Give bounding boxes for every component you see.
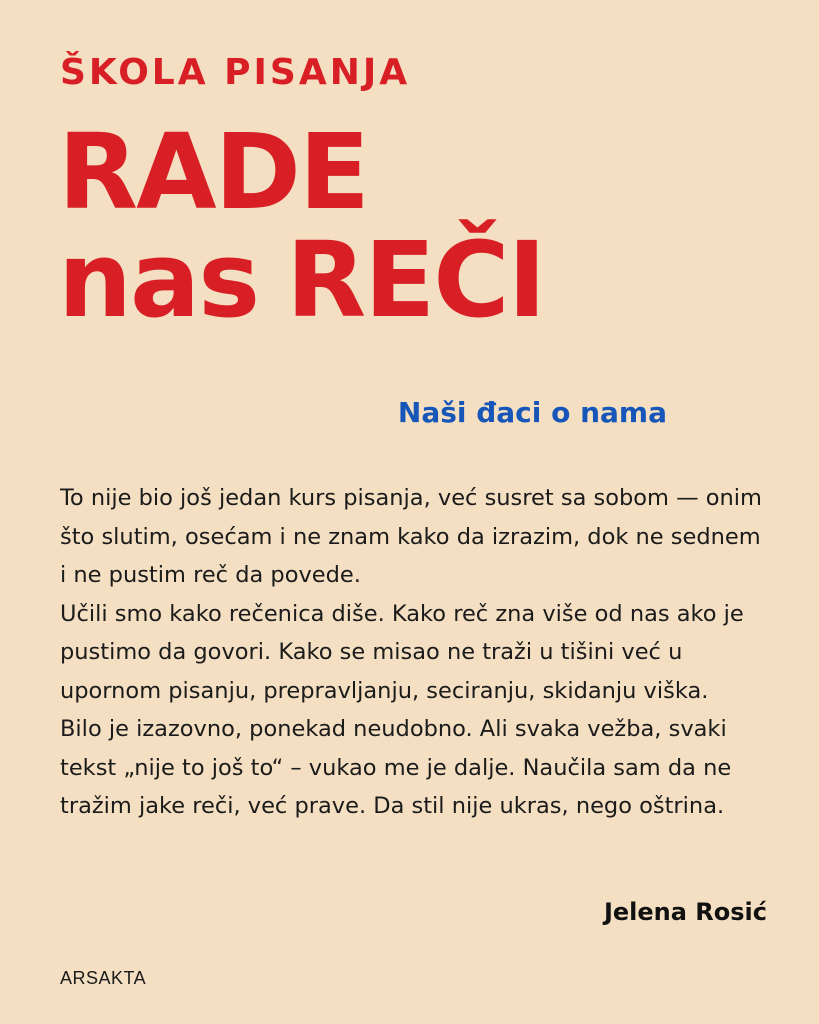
headline-line-1 [58,111,544,233]
headline-word-rade: RADE [58,111,368,233]
testimonial-text [60,479,765,826]
testimonial-paragraph-1: To nije bio još jedan kurs pisanja, već susret sa sobom — onim što slutim, osećam i ne znam kako da izrazim, dok ne sednem i ne pustim reč da povede. [60,485,762,588]
subtitle: Naši đaci o nama [397,396,667,429]
testimonial-paragraph-2: Učili smo kako rečenica diše. Kako reč zna više od nas ako je pustimo da govori. Kako se misao ne traži u tišini već u upornom pisanju, prepravljanju, seciranju, skidanju viška. [60,600,744,704]
headline-word-reci: REČI [286,219,545,341]
kicker-label: ŠKOLA PISANJA [60,52,411,93]
brand-label: ARSAKTA [60,968,147,988]
headline-line-2 [58,219,545,341]
author-name: Jelena Rosić [603,898,767,926]
testimonial-paragraph-3: Bilo je izazovno, ponekad neudobno. Ali svaka vežba, svaki tekst „nije to još to“ – vukao me je dalje. Naučila sam da ne tražim jake reči, već prave. Da stil nije ukras, nego oštrina. [60,716,732,819]
headline-word-nas: nas [58,219,259,341]
headline [58,111,545,341]
